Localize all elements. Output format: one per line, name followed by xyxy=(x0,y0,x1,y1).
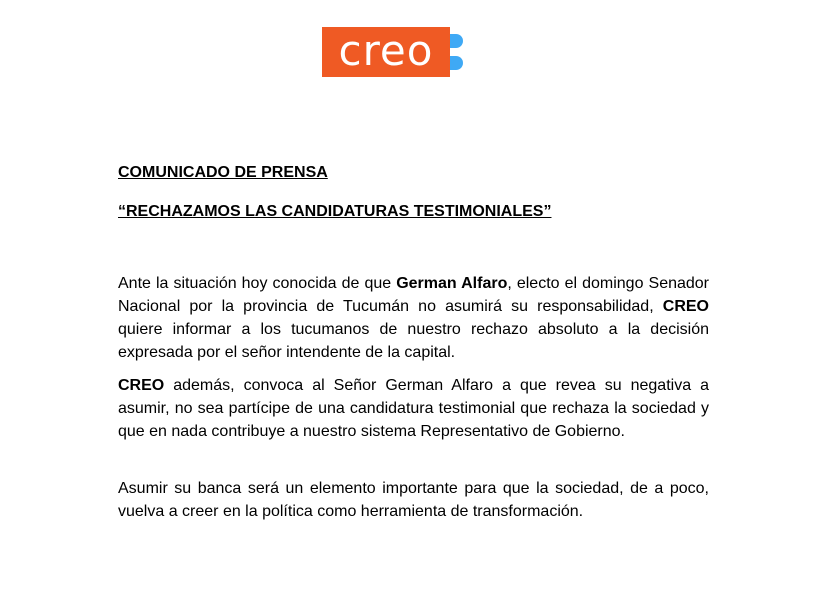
p2-bold-1: CREO xyxy=(118,377,165,394)
p2-text-1: además, convoca al Señor German Alfaro a que revea su negativa a asumir, no sea partícipe de una candidatura testimonial que rechaza la sociedad y que en nada contribuye a nuestro sistema Representativo de Gobierno. xyxy=(118,377,709,440)
p1-bold-1: German Alfaro xyxy=(396,275,508,292)
p3-text-1: Asumir su banca será un elemento importante para que la sociedad, de a poco, vuelva a creer en la política como herramienta de transformación. xyxy=(118,480,709,520)
logo-text: creo xyxy=(338,26,434,75)
paragraph-1 xyxy=(118,272,709,364)
paragraph-2 xyxy=(118,374,709,443)
logo-mark-icon xyxy=(450,34,463,70)
paragraph-3 xyxy=(118,477,709,523)
press-release-title: “RECHAZAMOS LAS CANDIDATURAS TESTIMONIALES” xyxy=(118,203,552,220)
press-release-heading: COMUNICADO DE PRENSA xyxy=(118,164,328,181)
p1-text-1: Ante la situación hoy conocida de que xyxy=(118,275,397,292)
p1-bold-2: CREO xyxy=(662,298,709,315)
creo-logo xyxy=(322,27,463,77)
p1-text-2: , electo el domingo Senador Nacional por la provincia de Tucumán no asumirá su responsabilidad, xyxy=(118,275,710,315)
p1-text-3: quiere informar a los tucumanos de nuestro rechazo absoluto a la decisión expresada por el señor intendente de la capital. xyxy=(118,321,709,361)
